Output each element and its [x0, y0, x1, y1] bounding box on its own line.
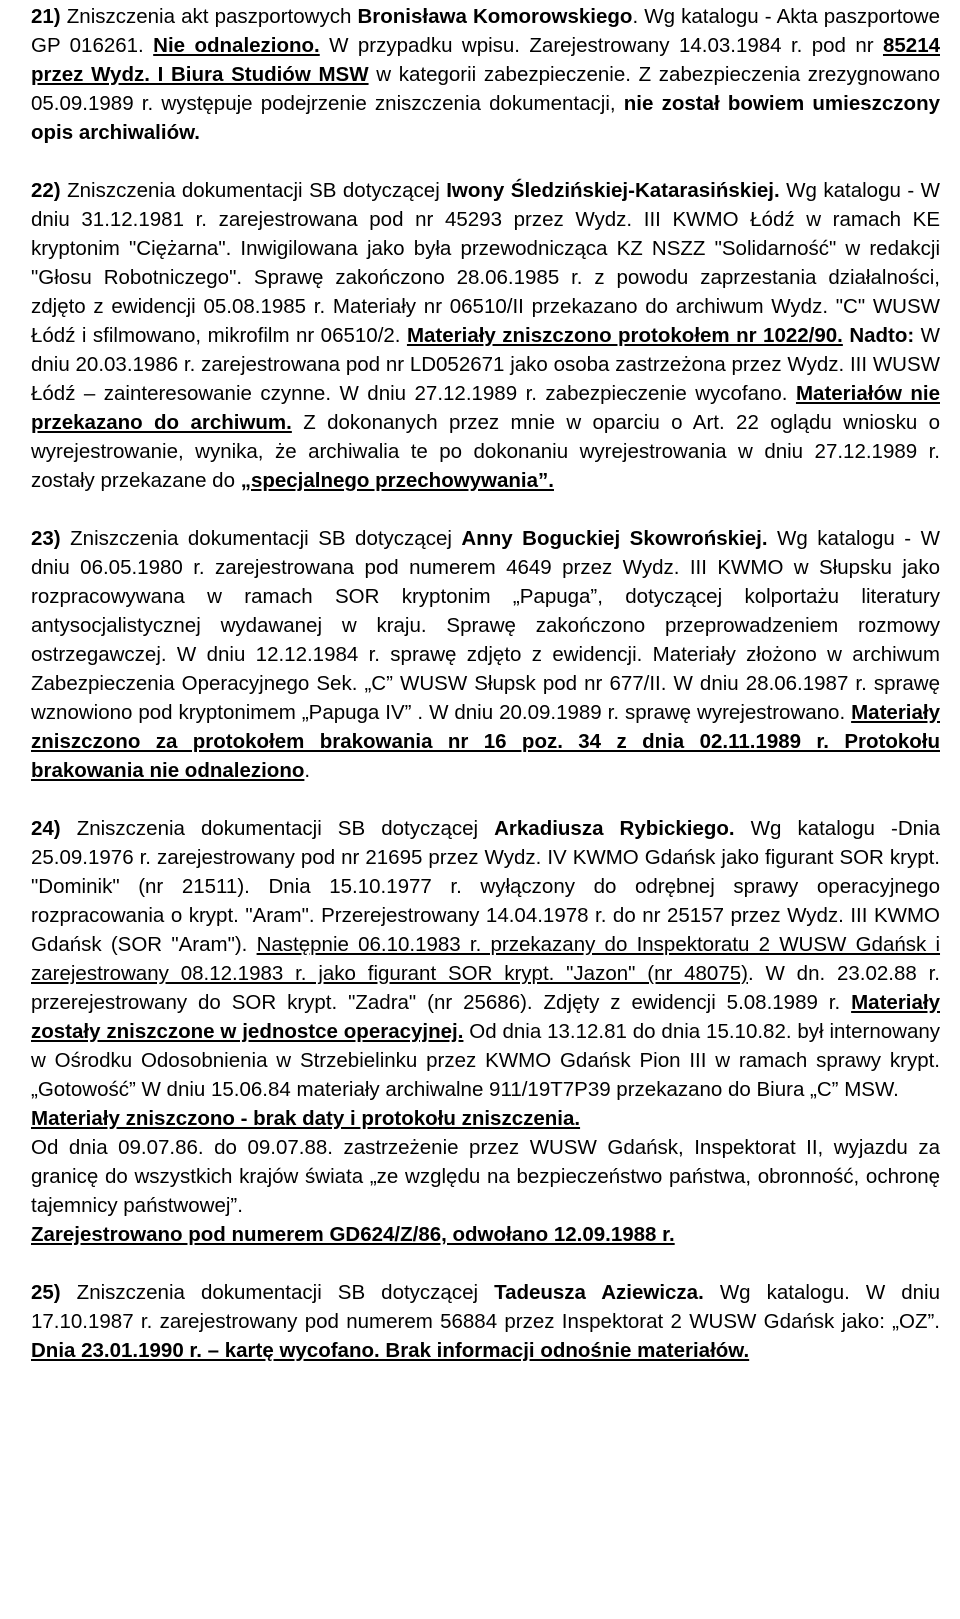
- entry-number: 24): [31, 817, 61, 840]
- text-segment: W dniu 20.03.1986 r. zarejestrowana pod nr LD052671 jako osoba zastrzeżona przez Wydz. III WUSW Łódź – zainteresowanie czynne. W dniu 27.12.1989 r. zabezpieczenie wycofano.: [31, 324, 941, 405]
- underlined-segment: Następnie 06.10.1983 r. przekazany do Inspektoratu 2 WUSW Gdańsk i zarejestrowany 08.12.1983 r. jako figurant SOR krypt. "Jazon" (nr 48075): [31, 933, 941, 985]
- text-segment: Zniszczenia dokumentacji SB dotyczącej: [60, 817, 495, 840]
- text-segment: Zniszczenia dokumentacji SB dotyczącej: [60, 1281, 495, 1304]
- text-segment: . W dn. 23.02.88 r. przerejestrowany do SOR krypt. "Zadra" (nr 25686). Zdjęty z ewidencji 5.08.1989 r.: [31, 962, 941, 1014]
- segment-text: Materiały zniszczono protokołem nr 1022/90.: [406, 324, 843, 347]
- segment-text: Materiały zniszczono za protokołem brakowania nr 16 poz. 34 z dnia 02.11.1989 r. Protokołu brakowania nie odnaleziono: [31, 701, 940, 782]
- text-segment: Zniszczenia dokumentacji SB dotyczącej: [60, 527, 462, 550]
- bold-segment: Nadto:: [849, 324, 915, 347]
- text-segment: Zniszczenia dokumentacji SB dotyczącej: [60, 179, 447, 202]
- bold-segment: Bronisława Komorowskiego: [357, 5, 633, 28]
- entry-number: 21): [31, 5, 61, 28]
- bold-segment: [31, 1223, 675, 1246]
- bold-segment: nie został bowiem umieszczony opis archiwaliów.: [31, 92, 940, 144]
- text-segment: . Wg katalogu - Akta paszportowe GP 016261.: [31, 5, 940, 57]
- bold-segment: [407, 324, 843, 347]
- entry-23: [31, 524, 940, 785]
- bold-segment: Tadeusza Aziewicza.: [494, 1281, 704, 1304]
- entry-number: 25): [31, 1281, 61, 1304]
- entry-number: 23): [31, 527, 61, 550]
- text-segment: Z dokonanych przez mnie w oparciu o Art. 22 oglądu wniosku o wyrejestrowanie, wynika, że archiwalia te po dokonaniu wyrejestrowania w dniu 27.12.1989 r. zostały przekazane do: [31, 411, 940, 492]
- segment-text: Zarejestrowano pod numerem GD624/Z/86, odwołano 12.09.1988 r.: [31, 1223, 675, 1246]
- bold-segment: [153, 34, 320, 57]
- bold-segment: Iwony Śledzińskiej-Katarasińskiej.: [446, 179, 780, 202]
- segment-text: 85214 przez Wydz. I Biura Studiów MSW: [31, 34, 940, 86]
- entry-25: [31, 1278, 940, 1365]
- text-segment: Wg katalogu -Dnia 25.09.1976 r. zarejestrowany pod nr 21695 przez Wydz. IV KWMO Gdańsk jako figurant SOR krypt. "Dominik" (nr 21511). Dnia 15.10.1977 r. wyłączony do odrębnej sprawy operacyjnego rozpracowania o krypt. "Aram". Przerejestrowany 14.04.1978 r. do nr 25157 przez Wydz. III KWMO Gdańsk (SOR "Aram").: [31, 817, 940, 956]
- entry-number: 22): [31, 179, 61, 202]
- text-segment: Wg katalogu - W dniu 06.05.1980 r. zarejestrowana pod numerem 4649 przez Wydz. III KWMO w Słupsku jako rozpracowywana w ramach SOR kryptonim „Papuga”, dotyczącej kolportażu literatury antysocjalistycznej wydawanej w kraju. Sprawę zakończono przeprowadzeniem rozmowy ostrzegawczej. W dniu 12.12.1984 r. sprawę zdjęto z ewidencji. Materiały złożono w archiwum Zabezpieczenia Operacyjnego Sek. „C” WUSW Słupsk pod nr 677/II. W dniu 28.06.1987 r. sprawę wznowiono pod kryptonimem „Papuga IV” . W dniu 20.09.1989 r. sprawę wyrejestrowano.: [31, 527, 940, 724]
- entry-22: [31, 176, 940, 495]
- text-segment: Wg katalogu. W dniu 17.10.1987 r. zarejestrowany pod numerem 56884 przez Inspektorat 2 WUSW Gdańsk jako: „OZ”.: [31, 1281, 940, 1333]
- text-segment: Wg katalogu - W dniu 31.12.1981 r. zarejestrowana pod nr 45293 przez Wydz. III KWMO Łódź w ramach KE kryptonim "Ciężarna". Inwigilowana jako była przewodnicząca KZ NSZZ "Solidarność" w redakcji "Głosu Robotniczego". Sprawę zakończono 28.06.1985 r. z powodu zaprzestania działalności, zdjęto z ewidencji 05.08.1985 r. Materiały nr 06510/II przekazano do archiwum Wydz. "C" WUSW Łódź i sfilmowano, mikrofilm nr 06510/2.: [31, 179, 941, 347]
- segment-text: Dnia 23.01.1990 r. – kartę wycofano. Brak informacji odnośnie materiałów.: [31, 1339, 750, 1362]
- bold-segment: [241, 469, 554, 492]
- bold-segment: Arkadiusza Rybickiego.: [494, 817, 735, 840]
- segment-text: Materiałów nie przekazano do archiwum.: [31, 382, 940, 434]
- text-segment: Od dnia 09.07.86. do 09.07.88. zastrzeżenie przez WUSW Gdańsk, Inspektorat II, wyjazdu za granicę do wszystkich krajów świata „ze względu na bezpieczeństwo państwa, obronność, ochronę tajemnicy państwowej”.: [31, 1136, 940, 1217]
- segment-text: Nie odnaleziono.: [153, 34, 320, 57]
- segment-text: Materiały zniszczono - brak daty i protokołu zniszczenia.: [31, 1107, 581, 1130]
- entry-24: [31, 814, 940, 1249]
- entry-21: [31, 2, 940, 147]
- text-segment: w kategorii zabezpieczenie. Z zabezpieczenia zrezygnowano 05.09.1989 r. występuje podejrzenie zniszczenia dokumentacji,: [31, 63, 940, 115]
- text-segment: W przypadku wpisu. Zarejestrowany 14.03.1984 r. pod nr: [319, 34, 883, 57]
- segment-text: Materiały zostały zniszczone w jednostce operacyjnej.: [31, 991, 940, 1043]
- text-segment: Od dnia 13.12.81 do dnia 15.10.82. był internowany w Ośrodku Odosobnienia w Strzebielinku przez KWMO Gdańsk Pion III w ramach sprawy krypt. „Gotowość” W dniu 15.06.84 materiały archiwalne 911/19T7P39 przekazano do Biura „C” MSW.: [31, 1020, 941, 1101]
- bold-segment: [31, 1339, 749, 1362]
- segment-text: „specjalnego przechowywania”.: [240, 469, 554, 492]
- text-segment: Zniszczenia akt paszportowych: [60, 5, 358, 28]
- text-segment: .: [304, 759, 311, 782]
- bold-segment: [31, 1107, 580, 1130]
- bold-segment: Anny Boguckiej Skowrońskiej.: [461, 527, 768, 550]
